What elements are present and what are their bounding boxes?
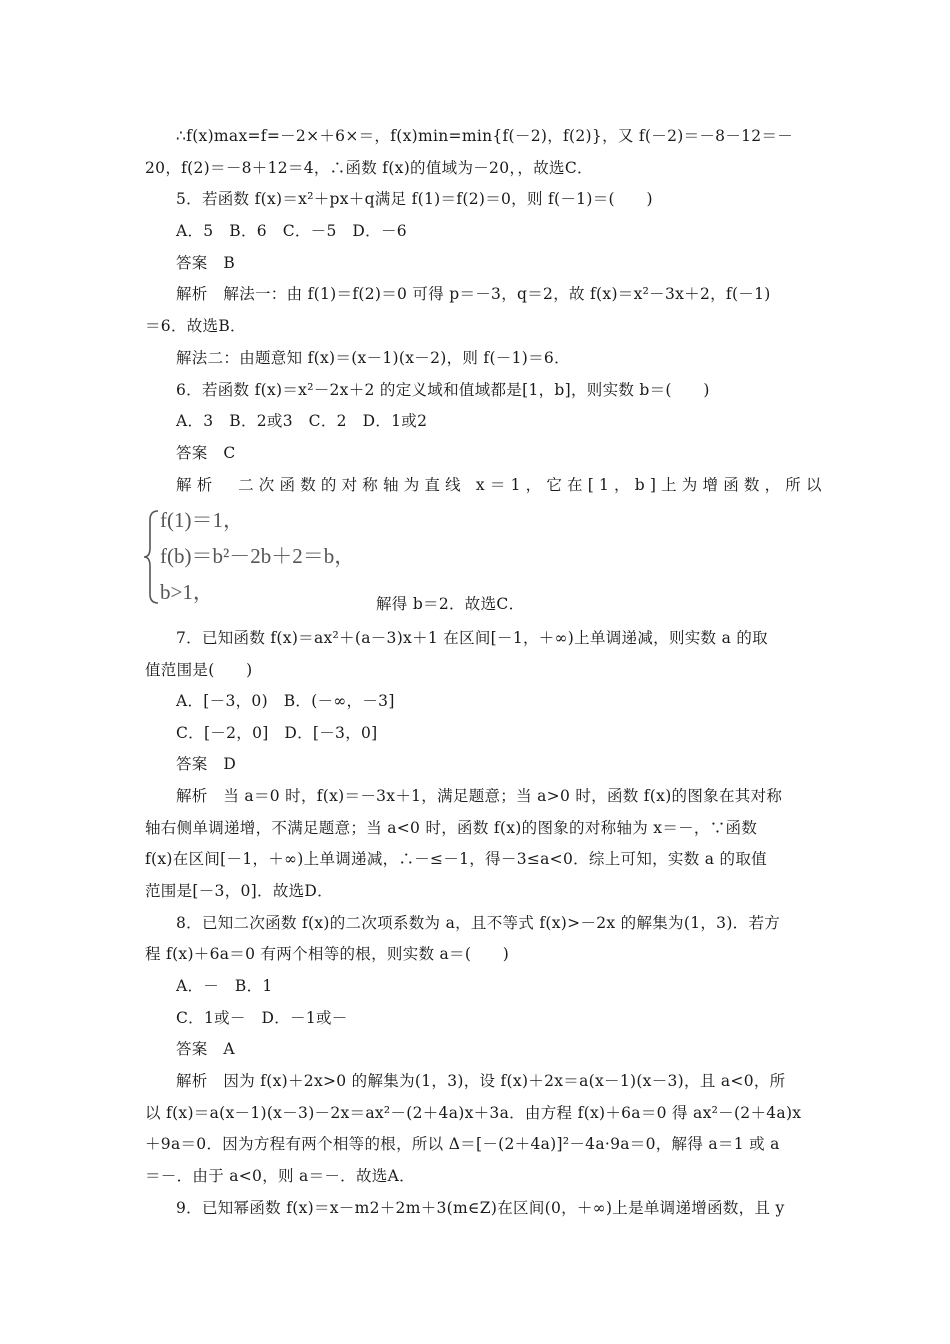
text-line: 20，f(2)＝－8＋12＝4，∴函数 f(x)的值域为－20，，故选C．	[145, 159, 593, 177]
question-8-analysis: 解析 因为 f(x)＋2x>0 的解集为(1，3)，设 f(x)＋2x＝a(x－1)(x－3)，且 a<0，所	[176, 1072, 786, 1090]
question-5-options: A．5 B．6 C．－5 D．－6	[176, 222, 407, 240]
system-equation-2: f(b)＝b²－2b＋2＝b，	[160, 544, 356, 568]
system-conclusion: 解得 b＝2．故选C．	[376, 595, 525, 613]
question-7-options-cd: C．[－2，0] D．[－3，0]	[176, 724, 378, 742]
question-5-answer: 答案 B	[176, 254, 236, 272]
left-brace-icon	[142, 508, 162, 606]
text-line: 值范围是( )	[145, 661, 253, 679]
question-7-answer: 答案 D	[176, 755, 237, 773]
text-line: f(x)在区间[－1，＋∞)上单调递减，∴－≤－1，得－3≤a<0．综上可知，实数 a 的取值	[145, 850, 767, 868]
question-9-stem: 9．已知幂函数 f(x)＝x－m2＋2m＋3(m∈Z)在区间(0，＋∞)上是单调递增函数，且 y	[176, 1199, 785, 1217]
question-8-stem: 8．已知二次函数 f(x)的二次项系数为 a，且不等式 f(x)>－2x 的解集为(1，3)．若方	[176, 914, 781, 932]
text-line: ＋9a＝0．因为方程有两个相等的根，所以 Δ＝[－(2＋4a)]²－4a·9a＝0，解得 a＝1 或 a	[145, 1135, 780, 1153]
question-5-analysis: 解析 解法一：由 f(1)＝f(2)＝0 可得 p＝－3，q＝2，故 f(x)＝x²－3x＋2，f(－1)	[176, 285, 771, 303]
question-6-options: A．3 B．2或3 C．2 D．1或2	[176, 412, 428, 430]
text-line: 轴右侧单调递增，不满足题意；当 a<0 时，函数 f(x)的图象的对称轴为 x＝－，∵函数	[145, 819, 758, 837]
text-line: ∴f(x)max=f=－2×＋6×＝，f(x)min=min{f(－2)，f(2)}，又 f(－2)＝－8－12＝－	[176, 127, 794, 145]
question-7-options-ab: A．[－3，0) B．(－∞，－3]	[176, 692, 395, 710]
text-line: 解法二：由题意知 f(x)＝(x－1)(x－2)，则 f(－1)＝6．	[176, 349, 570, 367]
question-8-answer: 答案 A	[176, 1040, 235, 1058]
question-8-options-cd: C．1或－ D．－1或－	[176, 1009, 348, 1027]
question-6-stem: 6．若函数 f(x)＝x²－2x＋2 的定义域和值域都是[1，b]，则实数 b＝( )	[176, 381, 710, 399]
question-7-analysis: 解析 当 a＝0 时，f(x)＝－3x＋1，满足题意；当 a>0 时，函数 f(x)的图象在其对称	[176, 787, 783, 805]
system-equation-1: f(1)＝1，	[160, 508, 244, 532]
system-equation-3: b>1，	[160, 580, 214, 604]
text-line: ＝－．由于 a<0，则 a＝－．故选A．	[145, 1167, 415, 1185]
question-8-options-ab: A．－ B．1	[176, 977, 273, 995]
text-line: ＝6．故选B．	[145, 317, 246, 335]
text-line: 以 f(x)＝a(x－1)(x－3)－2x＝ax²－(2＋4a)x＋3a．由方程 f(x)＋6a＝0 得 ax²－(2＋4a)x	[145, 1104, 802, 1122]
question-6-analysis: 解析 二次函数的对称轴为直线 x＝1，它在[1，b]上为增函数，所以	[176, 476, 827, 494]
text-line: 范围是[－3，0]．故选D．	[145, 882, 333, 900]
equation-system	[142, 508, 382, 606]
question-7-stem: 7．已知函数 f(x)＝ax²＋(a－3)x＋1 在区间[－1，＋∞)上单调递减，则实数 a 的取	[176, 629, 768, 647]
question-5-stem: 5．若函数 f(x)＝x²＋px＋q满足 f(1)＝f(2)＝0，则 f(－1)＝( )	[176, 190, 653, 208]
text-line: 程 f(x)＋6a＝0 有两个相等的根，则实数 a＝( )	[145, 945, 510, 963]
question-6-answer: 答案 C	[176, 444, 236, 462]
